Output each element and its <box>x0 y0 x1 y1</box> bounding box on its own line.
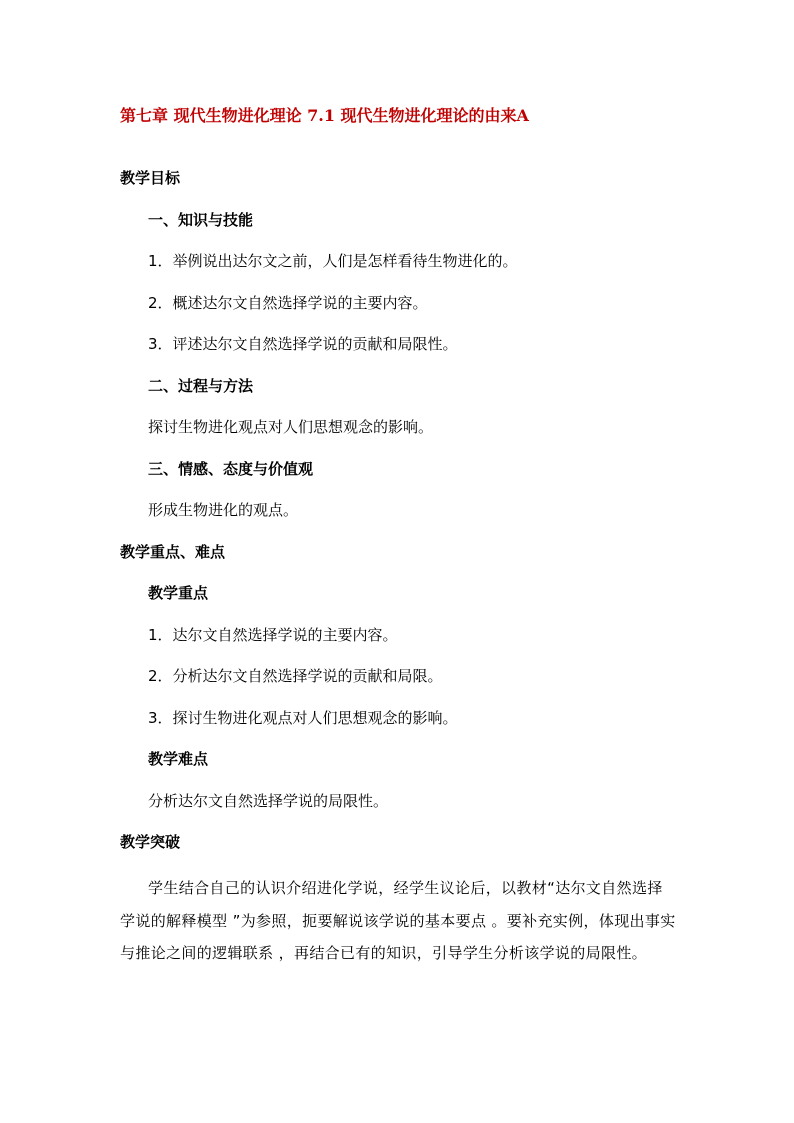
paragraph-difficult: 分析达尔文自然选择学说的局限性。 <box>148 792 389 810</box>
subsection-heading-emotion: 三、情感、态度与价值观 <box>148 460 314 478</box>
list-item: 2．概述达尔文自然选择学说的主要内容。 <box>148 294 428 312</box>
subsection-heading-difficult: 教学难点 <box>148 750 209 768</box>
subsection-heading-key: 教学重点 <box>148 584 209 602</box>
document-title: 第七章 现代生物进化理论 7.1 现代生物进化理论的由来A <box>120 106 529 125</box>
list-item: 2．分析达尔文自然选择学说的贡献和局限。 <box>148 667 443 685</box>
section-heading-goals: 教学目标 <box>120 169 181 187</box>
paragraph-process: 探讨生物进化观点对人们思想观念的影响。 <box>148 418 434 436</box>
list-item: 1．举例说出达尔文之前，人们是怎样看待生物进化的。 <box>148 252 518 270</box>
section-heading-keypoints: 教学重点、难点 <box>120 543 226 561</box>
list-item: 3．评述达尔文自然选择学说的贡献和局限性。 <box>148 335 458 353</box>
section-heading-breakthrough: 教学突破 <box>120 833 181 851</box>
list-item: 3．探讨生物进化观点对人们思想观念的影响。 <box>148 709 458 727</box>
subsection-heading-knowledge: 一、知识与技能 <box>148 211 254 229</box>
paragraph-emotion: 形成生物进化的观点。 <box>148 501 299 519</box>
list-item: 1．达尔文自然选择学说的主要内容。 <box>148 626 398 644</box>
subsection-heading-process: 二、过程与方法 <box>148 377 254 395</box>
paragraph-breakthrough: 学生结合自己的认识介绍进化学说，经学生议论后，以教材“达尔文自然选择学说的解释模型 ”为参照，扼要解说该学说的基本要点 。要补充实例，体现出事实与推论之间的逻辑联系 ，再结合已有的知识，引导学生分析该学说的局限性。 <box>120 879 676 962</box>
